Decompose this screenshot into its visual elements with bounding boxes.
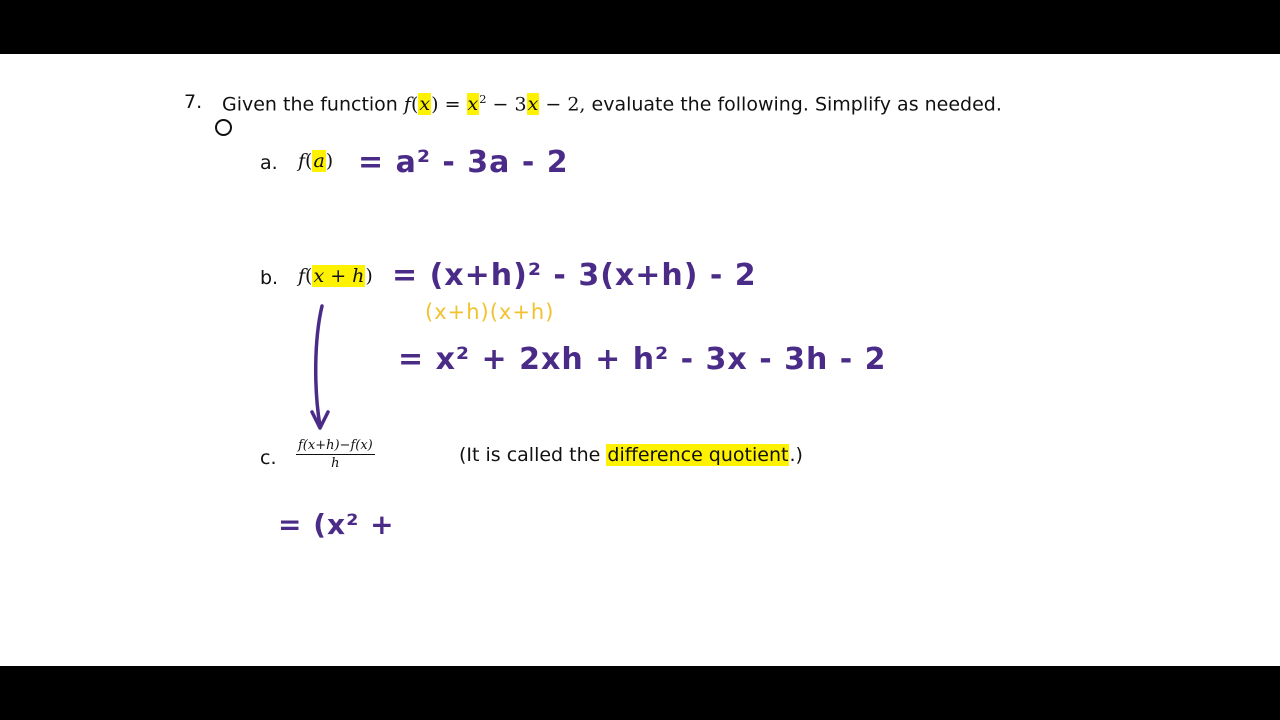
part-a-f: f [298, 150, 306, 172]
part-b-paren-open: ( [305, 265, 313, 287]
func-exponent: 2 [479, 92, 487, 106]
part-b-handwritten-line1: = (x+h)² - 3(x+h) - 2 [392, 258, 757, 293]
part-c-note-prefix: (It is called the [459, 444, 601, 466]
func-paren-close: ) [431, 93, 439, 116]
part-a-arg: a [313, 150, 325, 172]
problem-intro: Given the function [222, 93, 398, 116]
part-a-handwritten-answer: = a² - 3a - 2 [358, 145, 569, 180]
part-c-note-suffix: .) [789, 444, 803, 466]
func-minus-2: − 2, [545, 93, 586, 116]
part-c-note-highlight: difference quotient [607, 444, 789, 466]
part-a-label: a. [260, 152, 278, 174]
difference-quotient-fraction [296, 438, 375, 471]
problem-number: 7. [184, 91, 203, 113]
part-b-arg: x + h [313, 265, 365, 287]
fraction-numerator: f(x+h)−f(x) [298, 438, 373, 453]
problem-instructions: evaluate the following. Simplify as needed. [591, 93, 1002, 116]
part-c-label: c. [260, 447, 277, 469]
fraction-denominator: h [331, 456, 340, 471]
part-c-handwritten-start: = (x² + [278, 508, 395, 541]
func-equals: = [444, 93, 461, 116]
part-b-label: b. [260, 267, 279, 289]
func-term-x2: x [527, 93, 539, 116]
func-paren-open: ( [410, 93, 419, 116]
part-a-paren-close: ) [325, 150, 334, 172]
func-term-x: x [467, 93, 479, 116]
part-c-note [459, 444, 803, 466]
part-b-paren-close: ) [365, 265, 373, 287]
func-arg: x [419, 93, 431, 116]
func-name: f [403, 93, 411, 116]
part-b-f: f [298, 265, 306, 287]
part-a-paren-open: ( [305, 150, 313, 172]
func-minus-3: − 3 [492, 93, 527, 116]
part-b-handwritten-line2: = x² + 2xh + h² - 3x - 3h - 2 [398, 342, 887, 377]
part-b-handwritten-aside: (x+h)(x+h) [425, 300, 555, 324]
